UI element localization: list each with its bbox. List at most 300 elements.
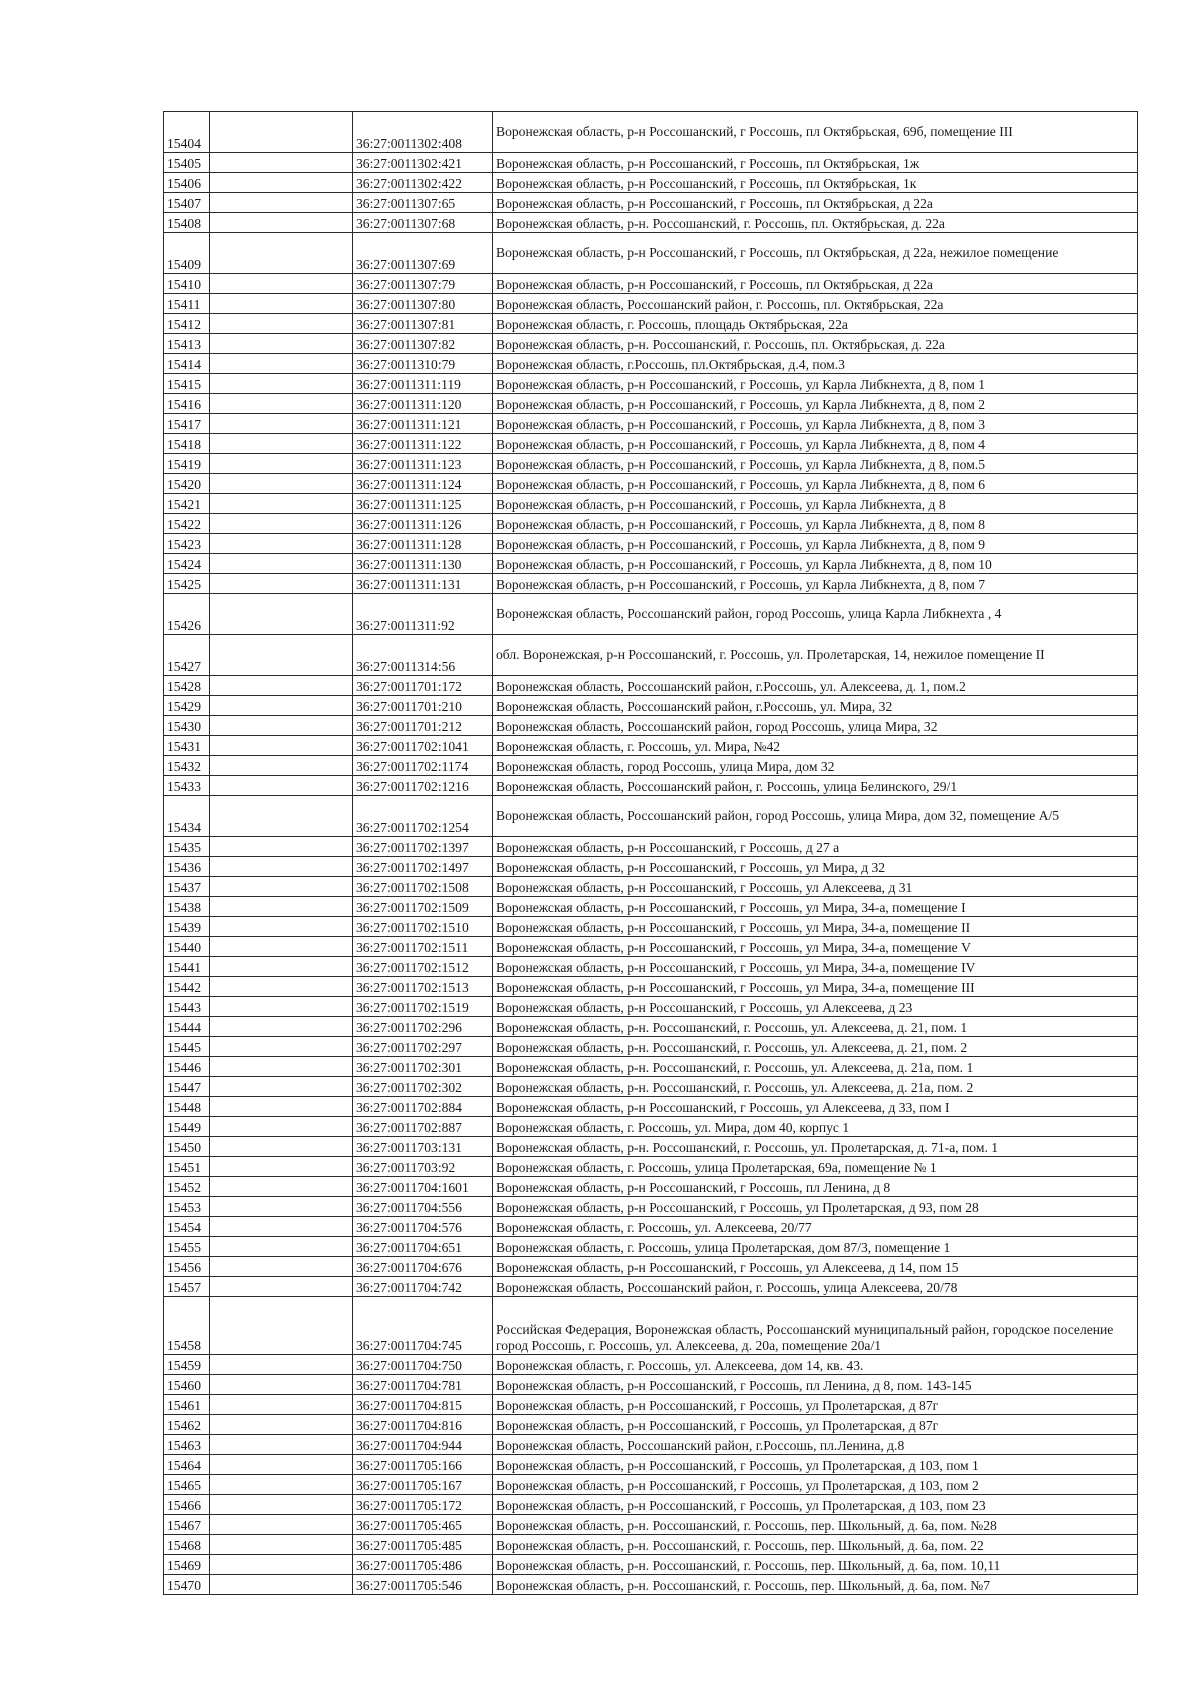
cadastral-number-cell: 36:27:0011307:81 — [353, 314, 493, 334]
row-number-cell: 15427 — [164, 635, 210, 676]
table-row — [164, 112, 1138, 153]
blank-cell — [210, 837, 353, 857]
table-row — [164, 434, 1138, 454]
row-number-cell: 15411 — [164, 294, 210, 314]
blank-cell — [210, 756, 353, 776]
table-row — [164, 837, 1138, 857]
address-cell: Воронежская область, г.Россошь, пл.Октябрьская, д.4, пом.3 — [493, 354, 1138, 374]
row-number-cell: 15434 — [164, 796, 210, 837]
cadastral-number-cell: 36:27:0011307:82 — [353, 334, 493, 354]
row-number-cell: 15449 — [164, 1117, 210, 1137]
row-number-cell: 15431 — [164, 736, 210, 756]
table-row — [164, 414, 1138, 434]
cadastral-number-cell: 36:27:0011705:167 — [353, 1475, 493, 1495]
row-number-cell: 15409 — [164, 233, 210, 274]
row-number-cell: 15453 — [164, 1197, 210, 1217]
address-cell: Воронежская область, Россошанский район, г. Россошь, пл. Октябрьская, 22а — [493, 294, 1138, 314]
table-row — [164, 997, 1138, 1017]
blank-cell — [210, 897, 353, 917]
cadastral-number-cell: 36:27:0011702:1397 — [353, 837, 493, 857]
row-number-cell: 15455 — [164, 1237, 210, 1257]
cadastral-number-cell: 36:27:0011704:750 — [353, 1355, 493, 1375]
blank-cell — [210, 1297, 353, 1355]
row-number-cell: 15417 — [164, 414, 210, 434]
property-register-table — [163, 111, 1138, 1595]
cadastral-number-cell: 36:27:0011302:408 — [353, 112, 493, 153]
address-cell: Воронежская область, р-н. Россошанский, г. Россошь, пер. Школьный, д. 6а, пом. 10,11 — [493, 1555, 1138, 1575]
blank-cell — [210, 1237, 353, 1257]
address-cell: Воронежская область, р-н Россошанский, г Россошь, ул Карла Либкнехта, д 8, пом 8 — [493, 514, 1138, 534]
address-cell: Воронежская область, р-н Россошанский, г Россошь, ул Пролетарская, д 103, пом 2 — [493, 1475, 1138, 1495]
blank-cell — [210, 1097, 353, 1117]
table-row — [164, 1575, 1138, 1595]
table-row — [164, 1137, 1138, 1157]
cadastral-number-cell: 36:27:0011307:69 — [353, 233, 493, 274]
table-row — [164, 736, 1138, 756]
blank-cell — [210, 213, 353, 233]
table-row — [164, 1217, 1138, 1237]
row-number-cell: 15430 — [164, 716, 210, 736]
row-number-cell: 15451 — [164, 1157, 210, 1177]
blank-cell — [210, 1177, 353, 1197]
blank-cell — [210, 1157, 353, 1177]
table-row — [164, 314, 1138, 334]
cadastral-number-cell: 36:27:0011311:119 — [353, 374, 493, 394]
address-cell: Воронежская область, р-н Россошанский, г Россошь, пл Октябрьская, д 22а, нежилое помещение — [493, 233, 1138, 274]
blank-cell — [210, 1017, 353, 1037]
cadastral-number-cell: 36:27:0011302:421 — [353, 153, 493, 173]
row-number-cell: 15445 — [164, 1037, 210, 1057]
cadastral-number-cell: 36:27:0011311:120 — [353, 394, 493, 414]
cadastral-number-cell: 36:27:0011704:815 — [353, 1395, 493, 1415]
blank-cell — [210, 314, 353, 334]
address-cell: обл. Воронежская, р-н Россошанский, г. Россошь, ул. Пролетарская, 14, нежилое помещение II — [493, 635, 1138, 676]
row-number-cell: 15412 — [164, 314, 210, 334]
blank-cell — [210, 877, 353, 897]
blank-cell — [210, 676, 353, 696]
table-row — [164, 716, 1138, 736]
table-row — [164, 1355, 1138, 1375]
address-cell: Воронежская область, р-н Россошанский, г Россошь, ул Алексеева, д 31 — [493, 877, 1138, 897]
table-row — [164, 294, 1138, 314]
blank-cell — [210, 857, 353, 877]
address-cell: Воронежская область, р-н. Россошанский, г. Россошь, ул. Алексеева, д. 21а, пом. 1 — [493, 1057, 1138, 1077]
table-row — [164, 977, 1138, 997]
row-number-cell: 15419 — [164, 454, 210, 474]
address-cell: Воронежская область, р-н Россошанский, г Россошь, ул Карла Либкнехта, д 8, пом 7 — [493, 574, 1138, 594]
table-row — [164, 796, 1138, 837]
table-row — [164, 554, 1138, 574]
blank-cell — [210, 173, 353, 193]
table-row — [164, 1415, 1138, 1435]
blank-cell — [210, 334, 353, 354]
address-cell: Воронежская область, р-н Россошанский, г Россошь, ул Карла Либкнехта, д 8, пом 4 — [493, 434, 1138, 454]
table-row — [164, 676, 1138, 696]
cadastral-number-cell: 36:27:0011701:210 — [353, 696, 493, 716]
cadastral-number-cell: 36:27:0011703:131 — [353, 1137, 493, 1157]
address-cell: Воронежская область, р-н Россошанский, г Россошь, ул Пролетарская, д 87г — [493, 1395, 1138, 1415]
address-cell: Воронежская область, Россошанский район, город Россошь, улица Карла Либкнехта , 4 — [493, 594, 1138, 635]
cadastral-number-cell: 36:27:0011705:486 — [353, 1555, 493, 1575]
cadastral-number-cell: 36:27:0011311:128 — [353, 534, 493, 554]
table-row — [164, 877, 1138, 897]
address-cell: Воронежская область, Россошанский район, г.Россошь, пл.Ленина, д.8 — [493, 1435, 1138, 1455]
table-row — [164, 1017, 1138, 1037]
row-number-cell: 15432 — [164, 756, 210, 776]
row-number-cell: 15446 — [164, 1057, 210, 1077]
row-number-cell: 15448 — [164, 1097, 210, 1117]
row-number-cell: 15408 — [164, 213, 210, 233]
blank-cell — [210, 1475, 353, 1495]
address-cell: Воронежская область, р-н. Россошанский, г. Россошь, пер. Школьный, д. 6а, пом. №7 — [493, 1575, 1138, 1595]
cadastral-number-cell: 36:27:0011705:546 — [353, 1575, 493, 1595]
address-cell: Воронежская область, р-н Россошанский, г Россошь, ул Карла Либкнехта, д 8, пом 9 — [493, 534, 1138, 554]
blank-cell — [210, 494, 353, 514]
table-row — [164, 1395, 1138, 1415]
cadastral-number-cell: 36:27:0011704:556 — [353, 1197, 493, 1217]
row-number-cell: 15418 — [164, 434, 210, 454]
blank-cell — [210, 1455, 353, 1475]
cadastral-number-cell: 36:27:0011704:576 — [353, 1217, 493, 1237]
row-number-cell: 15407 — [164, 193, 210, 213]
table-row — [164, 635, 1138, 676]
blank-cell — [210, 354, 353, 374]
row-number-cell: 15406 — [164, 173, 210, 193]
blank-cell — [210, 1515, 353, 1535]
cadastral-number-cell: 36:27:0011704:742 — [353, 1277, 493, 1297]
table-row — [164, 776, 1138, 796]
address-cell: Воронежская область, р-н Россошанский, г Россошь, ул Мира, д 32 — [493, 857, 1138, 877]
cadastral-number-cell: 36:27:0011307:79 — [353, 274, 493, 294]
cadastral-number-cell: 36:27:0011311:122 — [353, 434, 493, 454]
row-number-cell: 15456 — [164, 1257, 210, 1277]
blank-cell — [210, 1395, 353, 1415]
table-row — [164, 233, 1138, 274]
blank-cell — [210, 414, 353, 434]
blank-cell — [210, 776, 353, 796]
blank-cell — [210, 1197, 353, 1217]
row-number-cell: 15416 — [164, 394, 210, 414]
row-number-cell: 15461 — [164, 1395, 210, 1415]
table-row — [164, 574, 1138, 594]
address-cell: Воронежская область, р-н Россошанский, г Россошь, ул Карла Либкнехта, д 8, пом 3 — [493, 414, 1138, 434]
address-cell: Воронежская область, р-н Россошанский, г Россошь, пл Октябрьская, д 22а — [493, 193, 1138, 213]
blank-cell — [210, 1355, 353, 1375]
cadastral-number-cell: 36:27:0011703:92 — [353, 1157, 493, 1177]
blank-cell — [210, 554, 353, 574]
blank-cell — [210, 1555, 353, 1575]
address-cell: Воронежская область, Россошанский район, г.Россошь, ул. Алексеева, д. 1, пом.2 — [493, 676, 1138, 696]
cadastral-number-cell: 36:27:0011311:125 — [353, 494, 493, 514]
blank-cell — [210, 233, 353, 274]
row-number-cell: 15468 — [164, 1535, 210, 1555]
cadastral-number-cell: 36:27:0011702:296 — [353, 1017, 493, 1037]
table-row — [164, 153, 1138, 173]
row-number-cell: 15464 — [164, 1455, 210, 1475]
blank-cell — [210, 374, 353, 394]
row-number-cell: 15454 — [164, 1217, 210, 1237]
table-row — [164, 514, 1138, 534]
table-row — [164, 937, 1138, 957]
blank-cell — [210, 434, 353, 454]
blank-cell — [210, 1415, 353, 1435]
address-cell: Воронежская область, р-н Россошанский, г Россошь, пл Октябрьская, д 22а — [493, 274, 1138, 294]
table-row — [164, 454, 1138, 474]
cadastral-number-cell: 36:27:0011307:65 — [353, 193, 493, 213]
address-cell: Воронежская область, р-н Россошанский, г Россошь, ул Карла Либкнехта, д 8 — [493, 494, 1138, 514]
table-row — [164, 1257, 1138, 1277]
table-row — [164, 1277, 1138, 1297]
address-cell: Воронежская область, г. Россошь, ул. Алексеева, дом 14, кв. 43. — [493, 1355, 1138, 1375]
row-number-cell: 15469 — [164, 1555, 210, 1575]
address-cell: Воронежская область, р-н Россошанский, г Россошь, пл Октябрьская, 69б, помещение III — [493, 112, 1138, 153]
table-row — [164, 1475, 1138, 1495]
address-cell: Воронежская область, р-н Россошанский, г Россошь, ул Мира, 34-а, помещение II — [493, 917, 1138, 937]
cadastral-number-cell: 36:27:0011311:121 — [353, 414, 493, 434]
row-number-cell: 15458 — [164, 1297, 210, 1355]
row-number-cell: 15436 — [164, 857, 210, 877]
address-cell: Воронежская область, р-н Россошанский, г Россошь, ул Карла Либкнехта, д 8, пом 2 — [493, 394, 1138, 414]
cadastral-number-cell: 36:27:0011702:297 — [353, 1037, 493, 1057]
blank-cell — [210, 1575, 353, 1595]
cadastral-number-cell: 36:27:0011307:68 — [353, 213, 493, 233]
address-cell: Воронежская область, Россошанский район, город Россошь, улица Мира, 32 — [493, 716, 1138, 736]
address-cell: Воронежская область, р-н. Россошанский, г. Россошь, пл. Октябрьская, д. 22а — [493, 213, 1138, 233]
cadastral-number-cell: 36:27:0011314:56 — [353, 635, 493, 676]
blank-cell — [210, 716, 353, 736]
address-cell: Воронежская область, г. Россошь, улица Пролетарская, 69а, помещение № 1 — [493, 1157, 1138, 1177]
row-number-cell: 15423 — [164, 534, 210, 554]
address-cell: Воронежская область, р-н Россошанский, г Россошь, пл Ленина, д 8 — [493, 1177, 1138, 1197]
table-row — [164, 1495, 1138, 1515]
blank-cell — [210, 574, 353, 594]
cadastral-number-cell: 36:27:0011704:944 — [353, 1435, 493, 1455]
cadastral-number-cell: 36:27:0011702:884 — [353, 1097, 493, 1117]
row-number-cell: 15459 — [164, 1355, 210, 1375]
table-row — [164, 1177, 1138, 1197]
row-number-cell: 15424 — [164, 554, 210, 574]
table-row — [164, 394, 1138, 414]
cadastral-number-cell: 36:27:0011702:1174 — [353, 756, 493, 776]
row-number-cell: 15438 — [164, 897, 210, 917]
address-cell: Воронежская область, р-н Россошанский, г Россошь, ул Пролетарская, д 87г — [493, 1415, 1138, 1435]
cadastral-number-cell: 36:27:0011702:1510 — [353, 917, 493, 937]
table-row — [164, 1435, 1138, 1455]
cadastral-number-cell: 36:27:0011702:1511 — [353, 937, 493, 957]
table-row — [164, 1297, 1138, 1355]
cadastral-number-cell: 36:27:0011311:130 — [353, 554, 493, 574]
table-row — [164, 354, 1138, 374]
cadastral-number-cell: 36:27:0011704:816 — [353, 1415, 493, 1435]
address-cell: Воронежская область, р-н Россошанский, г Россошь, пл Октябрьская, 1ж — [493, 153, 1138, 173]
row-number-cell: 15460 — [164, 1375, 210, 1395]
row-number-cell: 15467 — [164, 1515, 210, 1535]
row-number-cell: 15429 — [164, 696, 210, 716]
row-number-cell: 15426 — [164, 594, 210, 635]
cadastral-number-cell: 36:27:0011702:1513 — [353, 977, 493, 997]
address-cell: Воронежская область, р-н Россошанский, г Россошь, ул Алексеева, д 33, пом I — [493, 1097, 1138, 1117]
blank-cell — [210, 635, 353, 676]
blank-cell — [210, 112, 353, 153]
address-cell: Воронежская область, р-н Россошанский, г Россошь, ул Карла Либкнехта, д 8, пом 1 — [493, 374, 1138, 394]
blank-cell — [210, 957, 353, 977]
blank-cell — [210, 534, 353, 554]
blank-cell — [210, 937, 353, 957]
table-row — [164, 594, 1138, 635]
cadastral-number-cell: 36:27:0011702:1497 — [353, 857, 493, 877]
table-row — [164, 1097, 1138, 1117]
row-number-cell: 15410 — [164, 274, 210, 294]
address-cell: Воронежская область, р-н Россошанский, г Россошь, пл Ленина, д 8, пом. 143-145 — [493, 1375, 1138, 1395]
address-cell: Воронежская область, г. Россошь, ул. Алексеева, 20/77 — [493, 1217, 1138, 1237]
cadastral-number-cell: 36:27:0011705:172 — [353, 1495, 493, 1515]
blank-cell — [210, 1277, 353, 1297]
table-row — [164, 1117, 1138, 1137]
table-row — [164, 1157, 1138, 1177]
address-cell: Воронежская область, р-н. Россошанский, г. Россошь, пер. Школьный, д. 6а, пом. №28 — [493, 1515, 1138, 1535]
row-number-cell: 15462 — [164, 1415, 210, 1435]
row-number-cell: 15414 — [164, 354, 210, 374]
row-number-cell: 15466 — [164, 1495, 210, 1515]
address-cell: Воронежская область, р-н Россошанский, г Россошь, ул Карла Либкнехта, д 8, пом 6 — [493, 474, 1138, 494]
blank-cell — [210, 1117, 353, 1137]
row-number-cell: 15439 — [164, 917, 210, 937]
row-number-cell: 15440 — [164, 937, 210, 957]
blank-cell — [210, 917, 353, 937]
blank-cell — [210, 454, 353, 474]
table-row — [164, 173, 1138, 193]
row-number-cell: 15437 — [164, 877, 210, 897]
address-cell: Воронежская область, р-н Россошанский, г Россошь, пл Октябрьская, 1к — [493, 173, 1138, 193]
address-cell: Воронежская область, р-н Россошанский, г Россошь, ул Мира, 34-а, помещение I — [493, 897, 1138, 917]
row-number-cell: 15443 — [164, 997, 210, 1017]
address-cell: Воронежская область, р-н. Россошанский, г. Россошь, ул. Пролетарская, д. 71-а, пом. 1 — [493, 1137, 1138, 1157]
address-cell: Воронежская область, р-н Россошанский, г Россошь, ул Мира, 34-а, помещение IV — [493, 957, 1138, 977]
address-cell: Воронежская область, г. Россошь, ул. Мира, дом 40, корпус 1 — [493, 1117, 1138, 1137]
cadastral-number-cell: 36:27:0011705:166 — [353, 1455, 493, 1475]
address-cell: Воронежская область, Россошанский район, город Россошь, улица Мира, дом 32, помещение А/5 — [493, 796, 1138, 837]
cadastral-number-cell: 36:27:0011702:1041 — [353, 736, 493, 756]
cadastral-number-cell: 36:27:0011307:80 — [353, 294, 493, 314]
cadastral-number-cell: 36:27:0011702:887 — [353, 1117, 493, 1137]
table-row — [164, 494, 1138, 514]
blank-cell — [210, 1037, 353, 1057]
row-number-cell: 15425 — [164, 574, 210, 594]
row-number-cell: 15421 — [164, 494, 210, 514]
blank-cell — [210, 274, 353, 294]
table-row — [164, 193, 1138, 213]
cadastral-number-cell: 36:27:0011704:676 — [353, 1257, 493, 1277]
row-number-cell: 15452 — [164, 1177, 210, 1197]
blank-cell — [210, 1137, 353, 1157]
address-cell: Воронежская область, р-н Россошанский, г Россошь, д 27 а — [493, 837, 1138, 857]
row-number-cell: 15405 — [164, 153, 210, 173]
register-table-body — [164, 112, 1138, 1595]
blank-cell — [210, 1217, 353, 1237]
table-row — [164, 696, 1138, 716]
table-row — [164, 1515, 1138, 1535]
cadastral-number-cell: 36:27:0011311:126 — [353, 514, 493, 534]
blank-cell — [210, 1375, 353, 1395]
address-cell: Воронежская область, г. Россошь, улица Пролетарская, дом 87/3, помещение 1 — [493, 1237, 1138, 1257]
cadastral-number-cell: 36:27:0011701:172 — [353, 676, 493, 696]
blank-cell — [210, 1495, 353, 1515]
blank-cell — [210, 514, 353, 534]
address-cell: Воронежская область, р-н. Россошанский, г. Россошь, ул. Алексеева, д. 21а, пом. 2 — [493, 1077, 1138, 1097]
cadastral-number-cell: 36:27:0011702:1512 — [353, 957, 493, 977]
blank-cell — [210, 394, 353, 414]
table-row — [164, 1555, 1138, 1575]
cadastral-number-cell: 36:27:0011311:131 — [353, 574, 493, 594]
cadastral-number-cell: 36:27:0011704:745 — [353, 1297, 493, 1355]
cadastral-number-cell: 36:27:0011702:1509 — [353, 897, 493, 917]
cadastral-number-cell: 36:27:0011311:123 — [353, 454, 493, 474]
blank-cell — [210, 1077, 353, 1097]
blank-cell — [210, 474, 353, 494]
cadastral-number-cell: 36:27:0011704:781 — [353, 1375, 493, 1395]
table-row — [164, 1037, 1138, 1057]
row-number-cell: 15413 — [164, 334, 210, 354]
table-row — [164, 334, 1138, 354]
row-number-cell: 15463 — [164, 1435, 210, 1455]
table-row — [164, 1077, 1138, 1097]
address-cell: Воронежская область, р-н. Россошанский, г. Россошь, пл. Октябрьская, д. 22а — [493, 334, 1138, 354]
address-cell: Воронежская область, город Россошь, улица Мира, дом 32 — [493, 756, 1138, 776]
row-number-cell: 15433 — [164, 776, 210, 796]
table-row — [164, 534, 1138, 554]
table-row — [164, 897, 1138, 917]
blank-cell — [210, 153, 353, 173]
table-row — [164, 857, 1138, 877]
blank-cell — [210, 977, 353, 997]
address-cell: Воронежская область, р-н. Россошанский, г. Россошь, пер. Школьный, д. 6а, пом. 22 — [493, 1535, 1138, 1555]
row-number-cell: 15457 — [164, 1277, 210, 1297]
table-row — [164, 1535, 1138, 1555]
table-row — [164, 213, 1138, 233]
address-cell: Воронежская область, Россошанский район, г.Россошь, ул. Мира, 32 — [493, 696, 1138, 716]
blank-cell — [210, 736, 353, 756]
row-number-cell: 15428 — [164, 676, 210, 696]
cadastral-number-cell: 36:27:0011705:465 — [353, 1515, 493, 1535]
address-cell: Воронежская область, р-н Россошанский, г Россошь, ул Карла Либкнехта, д 8, пом.5 — [493, 454, 1138, 474]
address-cell: Воронежская область, р-н Россошанский, г Россошь, ул Алексеева, д 23 — [493, 997, 1138, 1017]
cadastral-number-cell: 36:27:0011302:422 — [353, 173, 493, 193]
table-row — [164, 1455, 1138, 1475]
address-cell: Воронежская область, р-н Россошанский, г Россошь, ул Мира, 34-а, помещение V — [493, 937, 1138, 957]
cadastral-number-cell: 36:27:0011702:302 — [353, 1077, 493, 1097]
table-row — [164, 917, 1138, 937]
table-row — [164, 1057, 1138, 1077]
row-number-cell: 15444 — [164, 1017, 210, 1037]
table-row — [164, 274, 1138, 294]
address-cell: Воронежская область, р-н. Россошанский, г. Россошь, ул. Алексеева, д. 21, пом. 2 — [493, 1037, 1138, 1057]
address-cell: Воронежская область, р-н Россошанский, г Россошь, ул Пролетарская, д 103, пом 1 — [493, 1455, 1138, 1475]
cadastral-number-cell: 36:27:0011311:92 — [353, 594, 493, 635]
address-cell: Воронежская область, р-н Россошанский, г Россошь, ул Пролетарская, д 103, пом 23 — [493, 1495, 1138, 1515]
row-number-cell: 15465 — [164, 1475, 210, 1495]
blank-cell — [210, 796, 353, 837]
table-row — [164, 374, 1138, 394]
cadastral-number-cell: 36:27:0011702:301 — [353, 1057, 493, 1077]
row-number-cell: 15442 — [164, 977, 210, 997]
blank-cell — [210, 997, 353, 1017]
address-cell: Воронежская область, р-н Россошанский, г Россошь, ул Пролетарская, д 93, пом 28 — [493, 1197, 1138, 1217]
table-row — [164, 1197, 1138, 1217]
address-cell: Воронежская область, Россошанский район, г. Россошь, улица Белинского, 29/1 — [493, 776, 1138, 796]
blank-cell — [210, 594, 353, 635]
cadastral-number-cell: 36:27:0011702:1519 — [353, 997, 493, 1017]
table-row — [164, 474, 1138, 494]
